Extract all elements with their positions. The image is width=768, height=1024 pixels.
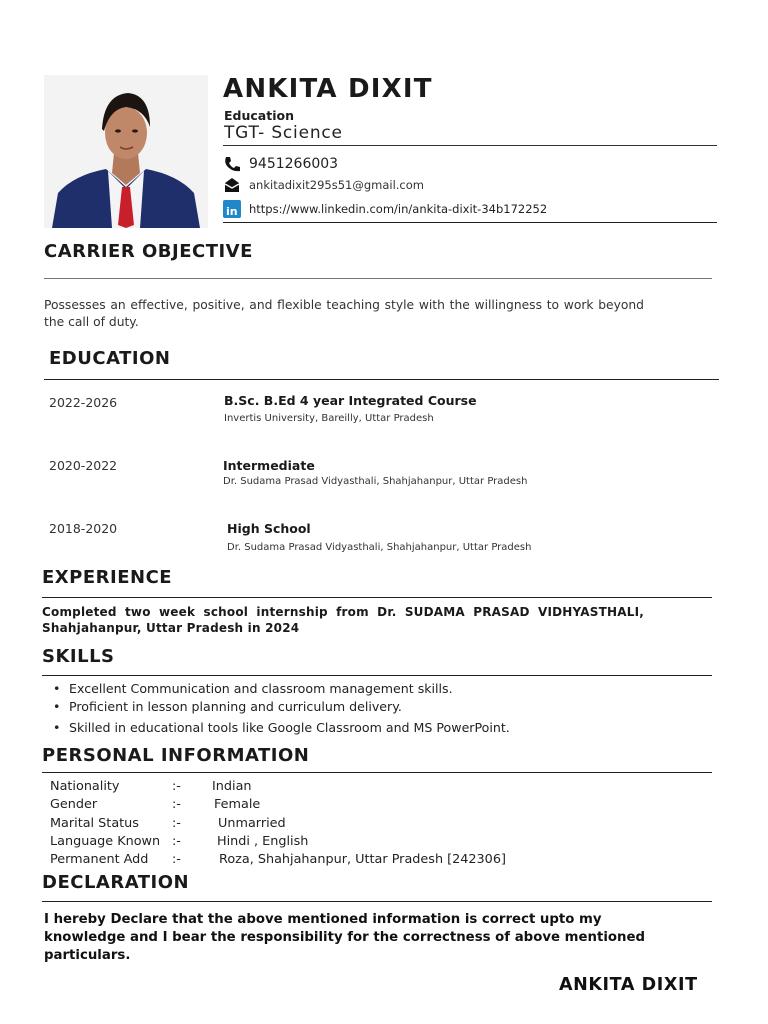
education-institution: Dr. Sudama Prasad Vidyasthali, Shahjahanpur, Uttar Pradesh [227,542,532,553]
education-years: 2020-2022 [49,458,118,473]
linkedin-icon [222,200,242,218]
linkedin-url[interactable]: https://www.linkedin.com/in/ankita-dixit-34b172252 [249,202,548,216]
education-degree: High School [227,521,311,536]
declaration-title: DECLARATION [42,872,190,893]
personal-key: Gender [50,797,98,812]
education-title: EDUCATION [49,348,171,369]
experience-text: Completed two week school internship from Dr. SUDAMA PRASAD VIDHYASTHALI, Shahjahanpur, Uttar Pradesh in 2024 [42,605,644,635]
list-item: • Proficient in lesson planning and curriculum delivery. [56,699,402,714]
signature-name: ANKITA DIXIT [559,975,698,995]
personal-separator: :- [172,816,181,831]
personal-separator: :- [172,834,181,849]
header-divider [223,145,717,146]
education-label: Education [224,108,294,123]
personal-key: Nationality [50,779,120,794]
skills-divider [42,675,712,676]
experience-title: EXPERIENCE [42,567,173,588]
svg-text:in: in [226,205,238,218]
personal-key: Language Known [50,834,161,849]
list-item: • Excellent Communication and classroom management skills. [56,681,453,696]
phone-icon [222,155,242,173]
education-years: 2018-2020 [49,521,118,536]
education-degree: Intermediate [223,458,315,473]
skills-title: SKILLS [42,646,115,667]
linkedin-row [222,200,547,218]
list-item: • Skilled in educational tools like Google Classroom and MS PowerPoint. [56,720,510,735]
personal-separator: :- [172,852,181,867]
education-degree: B.Sc. B.Ed 4 year Integrated Course [224,393,477,408]
header-divider-bottom [223,222,717,223]
personal-value: Unmarried [218,816,286,831]
personal-divider [42,772,712,773]
profile-photo [44,75,208,228]
objective-title: CARRIER OBJECTIVE [44,241,253,262]
personal-value: Female [214,797,261,812]
email-address[interactable]: ankitadixit295s51@gmail.com [249,178,424,192]
education-institution: Dr. Sudama Prasad Vidyasthali, Shahjahanpur, Uttar Pradesh [223,476,528,487]
objective-text: Possesses an effective, positive, and flexible teaching style with the willingness to work beyond the call of duty. [44,298,644,329]
personal-value: Roza, Shahjahanpur, Uttar Pradesh [242306] [219,852,506,867]
objective-divider [44,278,712,279]
role-title: TGT- Science [224,123,343,143]
education-institution: Invertis University, Bareilly, Uttar Pradesh [224,413,434,424]
phone-row [222,155,338,173]
declaration-text: I hereby Declare that the above mentioned information is correct upto my knowledge and I bear the responsibility for the correctness of above mentioned particulars. [44,912,646,963]
personal-separator: :- [172,797,181,812]
candidate-name: ANKITA DIXIT [223,74,433,104]
personal-separator: :- [172,779,181,794]
envelope-icon [222,176,242,194]
education-years: 2022-2026 [49,395,118,410]
personal-title: PERSONAL INFORMATION [42,745,310,766]
phone-number[interactable]: 9451266003 [249,156,339,172]
experience-divider [42,597,712,598]
personal-key: Permanent Add [50,852,149,867]
personal-key: Marital Status [50,816,139,831]
email-row [222,176,424,194]
declaration-divider [42,901,712,902]
education-divider [44,379,719,380]
personal-value: Hindi , English [217,834,309,849]
personal-value: Indian [212,779,252,794]
